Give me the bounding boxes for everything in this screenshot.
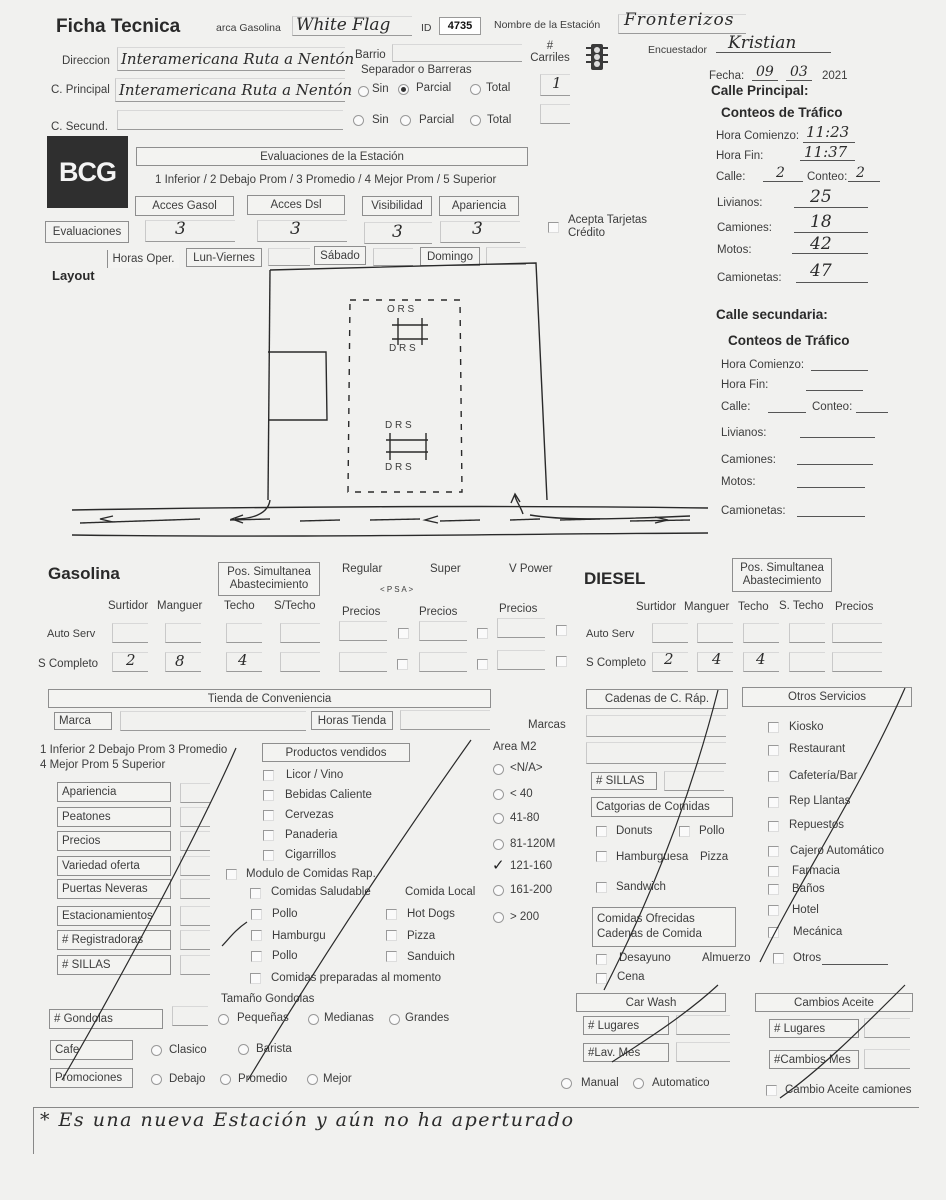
conteo-label: Conteo:	[807, 171, 848, 183]
sin-label: Sin	[372, 83, 389, 95]
mod-sanduich-label: Sanduich	[407, 951, 455, 963]
g-sc-vpower[interactable]	[497, 650, 545, 670]
layout-label: Layout	[52, 268, 95, 283]
automatico-radio[interactable]	[633, 1078, 644, 1089]
rating-precios-field[interactable]	[180, 831, 210, 851]
sec-hora-comienzo-label: Hora Comienzo:	[721, 359, 805, 371]
sec-hora-fin-label: Hora Fin:	[721, 379, 769, 391]
fecha-year: 2021	[822, 70, 848, 82]
sin-label-2: Sin	[372, 114, 389, 126]
prod-cervezas-chk[interactable]	[263, 810, 274, 821]
aceite-camiones-label: Cambio Aceite camiones	[785, 1084, 912, 1096]
mod-pollo2-label: Pollo	[272, 950, 298, 962]
pump-top-label: O R S	[387, 304, 415, 315]
aceite-lugares-label: # Lugares	[769, 1019, 859, 1038]
mod-pollo-label: Pollo	[272, 908, 298, 920]
otros-label: Otros	[793, 952, 822, 964]
g-auto-serv-label: Auto Serv	[47, 628, 96, 640]
eval-acces-gasol-value: 3	[175, 219, 186, 239]
prod-cigarrillos-label: Cigarrillos	[285, 849, 337, 861]
livianos-label: Livianos:	[717, 197, 763, 209]
separador-label: Separador o Barreras	[361, 64, 472, 76]
parcial-label-2: Parcial	[419, 114, 455, 126]
carwash-lav-label: #Lav. Mes	[583, 1043, 669, 1062]
manual-label: Manual	[581, 1077, 619, 1089]
carwash-lugares-label: # Lugares	[583, 1016, 669, 1035]
motos-value: 42	[810, 234, 832, 254]
d-as-stecho[interactable]	[789, 623, 825, 643]
pollo-chk[interactable]	[679, 826, 690, 837]
eval-col-acces-dsl: Acces Dsl	[247, 195, 345, 215]
prod-cervezas-label: Cervezas	[285, 809, 334, 821]
estacion-value: Fronterizos	[624, 10, 735, 30]
aceite-camiones-chk[interactable]	[766, 1085, 777, 1096]
cafeteria-chk[interactable]	[768, 771, 779, 782]
d-sc-stecho[interactable]	[789, 652, 825, 672]
pump-a-label: D R S	[389, 343, 416, 354]
diesel-pos-simultanea: Pos. Simultanea Abastecimiento	[732, 558, 832, 592]
sec-conteo-label: Conteo:	[812, 401, 853, 413]
rep-llantas-chk[interactable]	[768, 797, 779, 808]
sandwich-label: Sandwich	[616, 881, 666, 893]
estacion-label: Nombre de la Estación	[494, 19, 601, 31]
g-as-vpower[interactable]	[497, 618, 545, 638]
d-sc-techo-value: 4	[756, 650, 766, 668]
horas-tienda-label: Horas Tienda	[311, 711, 393, 730]
g-as-surtidor[interactable]	[112, 623, 148, 643]
kiosko-chk[interactable]	[768, 722, 779, 733]
g-precios-regular: Precios	[342, 606, 381, 618]
g-sc-surtidor-value: 2	[126, 651, 136, 669]
eval-visibilidad-value: 3	[392, 222, 403, 242]
restaurant-chk[interactable]	[768, 745, 779, 756]
rating-registradoras: # Registradoras	[57, 930, 171, 950]
otros-chk[interactable]	[773, 953, 784, 964]
prod-bebidas-chk[interactable]	[263, 790, 274, 801]
calle-principal-title: Calle Principal:	[711, 83, 809, 98]
promo-debajo-label: Debajo	[169, 1073, 206, 1085]
calle-label: Calle:	[716, 171, 746, 183]
mod-pizza-label: Pizza	[407, 930, 436, 942]
cadenas-title: Cadenas de C. Ráp.	[586, 689, 728, 709]
fecha-label: Fecha:	[709, 70, 745, 82]
note-text: * Es una nueva Estación y aún no ha aperturado	[40, 1109, 575, 1131]
total-label-2: Total	[487, 114, 512, 126]
rating-sillas: # SILLAS	[57, 955, 171, 975]
modulo-chk[interactable]	[226, 869, 237, 880]
conteo-value: 2	[856, 165, 865, 181]
farmacia-chk[interactable]	[768, 866, 779, 877]
motos-label: Motos:	[717, 244, 752, 256]
mod-hamburgu-label: Hamburgu	[272, 930, 326, 942]
g-sc-vpower-chk[interactable]	[556, 656, 567, 667]
sec-motos-label: Motos:	[721, 476, 756, 488]
g-precios-super: Precios	[419, 606, 458, 618]
fecha-day: 09	[756, 64, 774, 80]
cena-label: Cena	[617, 971, 645, 983]
d-manguer-label: Manguer	[684, 601, 730, 613]
d-surtidor-label: Surtidor	[636, 601, 677, 613]
horas-dom-label: Domingo	[420, 247, 480, 266]
d-as-precio[interactable]	[832, 623, 882, 643]
prod-licor-chk[interactable]	[263, 770, 274, 781]
d-sc-manguer-value: 4	[712, 650, 722, 668]
livianos-value: 25	[810, 187, 832, 207]
area-40-radio[interactable]	[493, 789, 504, 800]
barrio-label: Barrio	[355, 49, 386, 61]
automatico-label: Automatico	[652, 1077, 710, 1089]
mod-pollo2-chk[interactable]	[251, 951, 262, 962]
form-title: Ficha Tecnica	[56, 16, 181, 37]
mod-hamburgu-chk[interactable]	[251, 930, 262, 941]
marca-label: arca Gasolina	[216, 22, 281, 34]
grandes-radio[interactable]	[389, 1014, 400, 1025]
carriles-label: # Carriles	[530, 40, 570, 64]
d-sc-surtidor-value: 2	[664, 650, 674, 668]
cadenas-marcas-field[interactable]	[586, 715, 726, 737]
aceite-cambios-label: #Cambios Mes	[769, 1050, 859, 1069]
area-160-label: 121-160	[510, 860, 553, 872]
g-as-manguer[interactable]	[165, 623, 201, 643]
hamburguesa-chk[interactable]	[596, 851, 607, 862]
g-as-super-chk[interactable]	[477, 628, 488, 639]
rep-llantas-label: Rep Llantas	[789, 795, 851, 807]
pequenas-radio[interactable]	[218, 1014, 229, 1025]
g-as-regular-chk[interactable]	[398, 628, 409, 639]
pump-c-label: D R S	[385, 462, 412, 473]
hora-comienzo-label: Hora Comienzo:	[716, 130, 800, 142]
sec-livianos-label: Livianos:	[721, 427, 767, 439]
promociones-label: Promociones	[50, 1068, 133, 1088]
desayuno-chk[interactable]	[596, 954, 607, 965]
donuts-label: Donuts	[616, 825, 653, 837]
d-stecho-label: S. Techo	[779, 600, 824, 612]
barista-radio[interactable]	[238, 1044, 249, 1055]
pollo-label: Pollo	[699, 825, 725, 837]
gasolina-pos-simultanea: Pos. Simultanea Abastecimiento	[218, 562, 320, 596]
direccion-value: Interamericana Ruta a Nentón	[121, 50, 355, 68]
d-s-completo-label: S Completo	[586, 657, 647, 669]
otros-title: Otros Servicios	[742, 687, 912, 707]
rating-variedad-field[interactable]	[180, 856, 210, 876]
cadenas-sillas-label: # SILLAS	[591, 772, 657, 790]
tienda-marca-field[interactable]	[120, 711, 306, 731]
saludable-chk[interactable]	[250, 888, 261, 899]
desayuno-label: Desayuno	[619, 952, 671, 964]
mod-pollo-chk[interactable]	[251, 909, 262, 920]
pizza-label: Pizza	[700, 851, 729, 863]
area-na-label: <N/A>	[510, 762, 543, 774]
camionetas-label: Camionetas:	[717, 272, 782, 284]
conteos-secundaria-title: Conteos de Tráfico	[728, 333, 850, 348]
clasico-radio[interactable]	[151, 1045, 162, 1056]
cprincipal-label: C. Principal	[51, 84, 110, 96]
area-120-radio[interactable]	[493, 839, 504, 850]
encuestador-value: Kristian	[728, 33, 797, 53]
carriles-value: 1	[552, 74, 562, 92]
id-value: 4735	[439, 17, 481, 35]
banos-label: Baños	[792, 883, 825, 895]
tamano-label: Tamaño Gondolas	[221, 993, 315, 1005]
eval-apariencia-value: 3	[472, 219, 483, 239]
rating-estacionamientos-field[interactable]	[180, 906, 210, 926]
horas-tienda-field[interactable]	[400, 710, 490, 730]
rating-precios: Precios	[57, 831, 171, 851]
g-stecho-label: S/Techo	[274, 600, 316, 612]
cafeteria-label: Cafetería/Bar	[789, 770, 858, 782]
g-sc-techo-value: 4	[238, 651, 248, 669]
g-s-completo-label: S Completo	[38, 658, 99, 670]
clasico-label: Clasico	[169, 1044, 207, 1056]
sec-camiones-label: Camiones:	[721, 454, 776, 466]
promo-mejor-radio[interactable]	[307, 1074, 318, 1085]
rating-puertas: Puertas Neveras	[57, 879, 171, 899]
local-label: Comida Local	[405, 886, 476, 898]
vpower-label: V Power	[509, 563, 553, 575]
manual-radio[interactable]	[561, 1078, 572, 1089]
saludable-label: Comidas Saludable	[271, 886, 371, 898]
marca-value: White Flag	[296, 15, 391, 35]
g-as-regular[interactable]	[339, 621, 387, 641]
rating-puertas-field[interactable]	[180, 879, 210, 899]
cafe-label: Cafe	[50, 1040, 133, 1060]
rating-estacionamientos: Estacionamientos	[57, 906, 171, 926]
mecanica-label: Mecánica	[793, 926, 843, 938]
diesel-title: DIESEL	[584, 569, 646, 588]
camiones-label: Camiones:	[717, 222, 772, 234]
promo-mejor-label: Mejor	[323, 1073, 352, 1085]
g-sc-super[interactable]	[419, 652, 467, 672]
g-sc-super-chk[interactable]	[477, 659, 488, 670]
layout-sketch	[0, 0, 946, 545]
bcg-logo: BCG	[47, 136, 128, 208]
g-precios-vpower: Precios	[499, 603, 538, 615]
cajero-chk[interactable]	[768, 846, 779, 857]
d-as-techo[interactable]	[743, 623, 779, 643]
eval-col-apariencia: Apariencia	[439, 196, 519, 216]
kiosko-label: Kiosko	[789, 721, 824, 733]
rating-peatones-field[interactable]	[180, 807, 210, 827]
repuestos-chk[interactable]	[768, 821, 779, 832]
d-sc-precio[interactable]	[832, 652, 882, 672]
area-80-label: 41-80	[510, 812, 540, 824]
carwash-lav-field[interactable]	[676, 1042, 730, 1062]
donuts-chk[interactable]	[596, 826, 607, 837]
area-160-checkmark-icon[interactable]: ✓	[492, 857, 505, 874]
farmacia-label: Farmacia	[792, 865, 840, 877]
horas-oper-label: Horas Oper.	[107, 250, 179, 268]
area-40-label: < 40	[510, 788, 533, 800]
hotel-chk[interactable]	[768, 905, 779, 916]
tienda-marca-label: Marca	[54, 712, 112, 730]
conteos-principal-title: Conteos de Tráfico	[721, 105, 843, 120]
evaluaciones-label: Evaluaciones	[45, 221, 129, 243]
rating-peatones: Peatones	[57, 807, 171, 827]
prod-panaderia-chk[interactable]	[263, 830, 274, 841]
evaluaciones-title: Evaluaciones de la Estación	[136, 147, 528, 166]
cadenas-sillas-field[interactable]	[664, 771, 724, 791]
tienda-title: Tienda de Conveniencia	[48, 689, 491, 708]
prod-bebidas-label: Bebidas Caliente	[285, 789, 372, 801]
restaurant-label: Restaurant	[789, 743, 846, 755]
acepta-tarjetas-label: Acepta Tarjetas Crédito	[568, 214, 648, 239]
mecanica-chk[interactable]	[768, 927, 779, 938]
mod-hotdogs-chk[interactable]	[386, 909, 397, 920]
prod-panaderia-label: Panaderia	[285, 829, 338, 841]
rating-apariencia: Apariencia	[57, 782, 171, 802]
calle-value: 2	[776, 165, 785, 181]
calle-secundaria-title: Calle secundaria:	[716, 307, 828, 322]
total-label: Total	[486, 82, 511, 94]
g-as-stecho[interactable]	[280, 623, 320, 643]
direccion-label: Direccion	[62, 55, 110, 67]
d-auto-serv-label: Auto Serv	[586, 628, 635, 640]
area-gt200-label: > 200	[510, 911, 540, 923]
preparadas-label: Comidas preparadas al momento	[271, 972, 442, 984]
super-label: Super	[430, 563, 461, 575]
horas-lv-label: Lun-Viernes	[186, 248, 262, 267]
productos-title: Productos vendidos	[262, 743, 410, 762]
csecund-label: C. Secund.	[51, 121, 108, 133]
repuestos-label: Repuestos	[789, 819, 844, 831]
comidas-ofrecidas-label: Comidas Ofrecidas Cadenas de Comida	[592, 907, 736, 947]
sec-camionetas-label: Camionetas:	[721, 505, 786, 517]
cadenas-marcas-field-2[interactable]	[586, 742, 726, 764]
gondolas-field[interactable]	[172, 1006, 208, 1026]
g-manguer-label: Manguer	[157, 600, 203, 612]
area-gt200-radio[interactable]	[493, 912, 504, 923]
hotel-label: Hotel	[792, 904, 819, 916]
hora-fin-label: Hora Fin:	[716, 150, 764, 162]
camiones-value: 18	[810, 212, 832, 232]
grandes-label: Grandes	[405, 1012, 450, 1024]
horas-sab-label: Sábado	[314, 246, 366, 265]
fecha-month: 03	[790, 64, 808, 80]
tienda-scale-2: 4 Mejor Prom 5 Superior	[40, 759, 166, 771]
aceite-lugares-field[interactable]	[864, 1018, 910, 1038]
pump-b-label: D R S	[385, 420, 412, 431]
evaluaciones-scale: 1 Inferior / 2 Debajo Prom / 3 Promedio / 4 Mejor Prom / 5 Superior	[155, 174, 497, 186]
eval-col-visibilidad: Visibilidad	[362, 196, 432, 216]
parcial-label: Parcial	[416, 82, 452, 94]
rating-apariencia-field[interactable]	[180, 783, 210, 803]
prod-cigarrillos-chk[interactable]	[263, 850, 274, 861]
promo-debajo-radio[interactable]	[151, 1074, 162, 1085]
area-200-label: 161-200	[510, 884, 553, 896]
g-as-super[interactable]	[419, 621, 467, 641]
cena-chk[interactable]	[596, 973, 607, 984]
rating-variedad: Variedad oferta	[57, 856, 171, 876]
rating-registradoras-field[interactable]	[180, 930, 210, 950]
hamburguesa-label: Hamburguesa	[616, 851, 689, 863]
pequenas-label: Pequeñas	[237, 1012, 289, 1024]
g-as-techo[interactable]	[226, 623, 262, 643]
d-as-surtidor[interactable]	[652, 623, 688, 643]
almuerzo-label: Almuerzo	[702, 952, 751, 964]
promo-promedio-radio[interactable]	[220, 1074, 231, 1085]
categorias-label: Catgorias de Comidas	[591, 797, 733, 817]
hora-comienzo-value: 11:23	[806, 123, 850, 141]
g-as-vpower-chk[interactable]	[556, 625, 567, 636]
g-sc-manguer-value: 8	[175, 652, 185, 670]
g-techo-label: Techo	[224, 600, 255, 612]
barista-label: Barista	[256, 1043, 292, 1055]
prod-licor-label: Licor / Vino	[286, 769, 344, 781]
mod-pizza-chk[interactable]	[386, 930, 397, 941]
carwash-title: Car Wash	[576, 993, 726, 1012]
aceite-cambios-field[interactable]	[864, 1049, 910, 1069]
cajero-label: Cajero Automático	[790, 845, 884, 857]
mod-sanduich-chk[interactable]	[386, 951, 397, 962]
psa-label: < P S A >	[380, 585, 414, 594]
eval-col-acces-gasol: Acces Gasol	[135, 196, 234, 216]
banos-chk[interactable]	[768, 884, 779, 895]
eval-acces-dsl-value: 3	[290, 219, 301, 239]
g-surtidor-label: Surtidor	[108, 600, 149, 612]
camionetas-value: 47	[810, 261, 832, 281]
area-label: Area M2	[493, 741, 537, 753]
area-200-radio[interactable]	[493, 885, 504, 896]
mod-hotdogs-label: Hot Dogs	[407, 908, 455, 920]
marcas-label: Marcas	[528, 719, 566, 731]
cprincipal-value: Interamericana Ruta a Nentón	[119, 81, 353, 99]
medianas-label: Medianas	[324, 1012, 374, 1024]
encuestador-label: Encuestador	[648, 44, 707, 56]
area-120-label: 81-120M	[510, 838, 556, 850]
rating-sillas-field[interactable]	[180, 955, 210, 975]
area-na-radio[interactable]	[493, 764, 504, 775]
d-precios-label: Precios	[835, 601, 874, 613]
id-label: ID	[421, 22, 432, 34]
aceite-title: Cambios Aceite	[755, 993, 913, 1012]
d-techo-label: Techo	[738, 601, 769, 613]
g-sc-stecho[interactable]	[280, 652, 320, 672]
regular-label: Regular	[342, 563, 383, 575]
g-sc-regular[interactable]	[339, 652, 387, 672]
preparadas-chk[interactable]	[250, 973, 261, 984]
modulo-label: Modulo de Comidas Rap.	[246, 868, 376, 880]
sec-calle-label: Calle:	[721, 401, 751, 413]
medianas-radio[interactable]	[308, 1014, 319, 1025]
gasolina-title: Gasolina	[48, 564, 120, 583]
area-80-radio[interactable]	[493, 813, 504, 824]
carwash-lugares-field[interactable]	[676, 1015, 730, 1035]
hora-fin-value: 11:37	[804, 143, 848, 161]
promo-promedio-label: Promedio	[238, 1073, 288, 1085]
gondolas-label: # Gondolas	[49, 1009, 163, 1029]
tienda-scale-1: 1 Inferior 2 Debajo Prom 3 Promedio	[40, 744, 228, 756]
g-sc-regular-chk[interactable]	[397, 659, 408, 670]
d-as-manguer[interactable]	[697, 623, 733, 643]
sandwich-chk[interactable]	[596, 882, 607, 893]
